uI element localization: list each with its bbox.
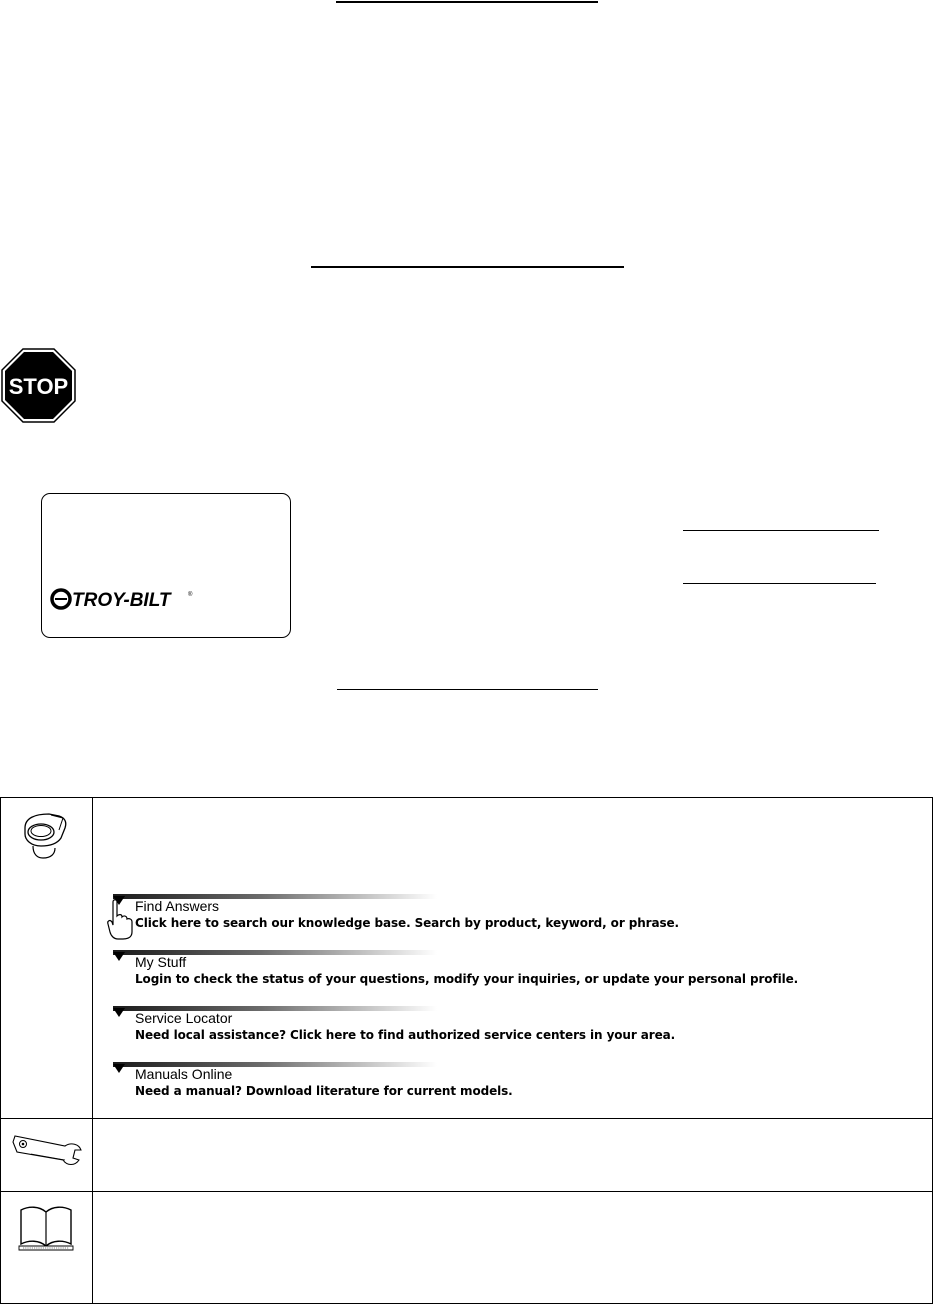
hand-pointer-icon [107, 898, 133, 940]
menu-title[interactable]: Service Locator [135, 1010, 233, 1026]
menu-description: Need local assistance? Click here to find authorized service centers in your area. [135, 1028, 676, 1042]
menu-description: Click here to search our knowledge base. Search by product, keyword, or phrase. [135, 916, 680, 930]
brand-name: TROY-BILT [72, 590, 171, 610]
menu-item-find-answers[interactable] [113, 894, 753, 944]
menu-title[interactable]: Find Answers [135, 898, 220, 914]
telephone-icon [15, 808, 71, 864]
model-tag-card [41, 493, 291, 638]
brand-trademark: ® [188, 592, 193, 598]
stop-sign-text: STOP [8, 374, 69, 399]
menu-item-my-stuff[interactable] [113, 950, 799, 1000]
table-column-divider [92, 798, 93, 1303]
blank-line-top [336, 1, 598, 3]
wrench-icon [9, 1128, 85, 1172]
table-row-divider [1, 1118, 932, 1119]
open-book-icon [17, 1202, 75, 1254]
stop-sign-icon [1, 348, 76, 423]
triangle-down-icon [113, 952, 125, 962]
menu-title[interactable]: My Stuff [135, 954, 187, 970]
blank-line-heading [311, 266, 624, 268]
blank-line-model [683, 530, 879, 531]
help-resources-table [0, 797, 933, 1304]
menu-description: Need a manual? Download literature for current models. [135, 1084, 513, 1098]
blank-line-serial [683, 583, 876, 584]
troy-bilt-logo [49, 588, 219, 610]
menu-item-service-locator[interactable] [113, 1006, 753, 1056]
triangle-down-icon [113, 1008, 125, 1018]
blank-line-section [337, 689, 598, 690]
triangle-down-icon [113, 1064, 125, 1074]
menu-title[interactable]: Manuals Online [135, 1066, 233, 1082]
menu-item-manuals-online[interactable] [113, 1062, 753, 1112]
menu-description: Login to check the status of your questions, modify your inquiries, or update your personal profile. [135, 972, 799, 986]
table-row-divider [1, 1191, 932, 1192]
